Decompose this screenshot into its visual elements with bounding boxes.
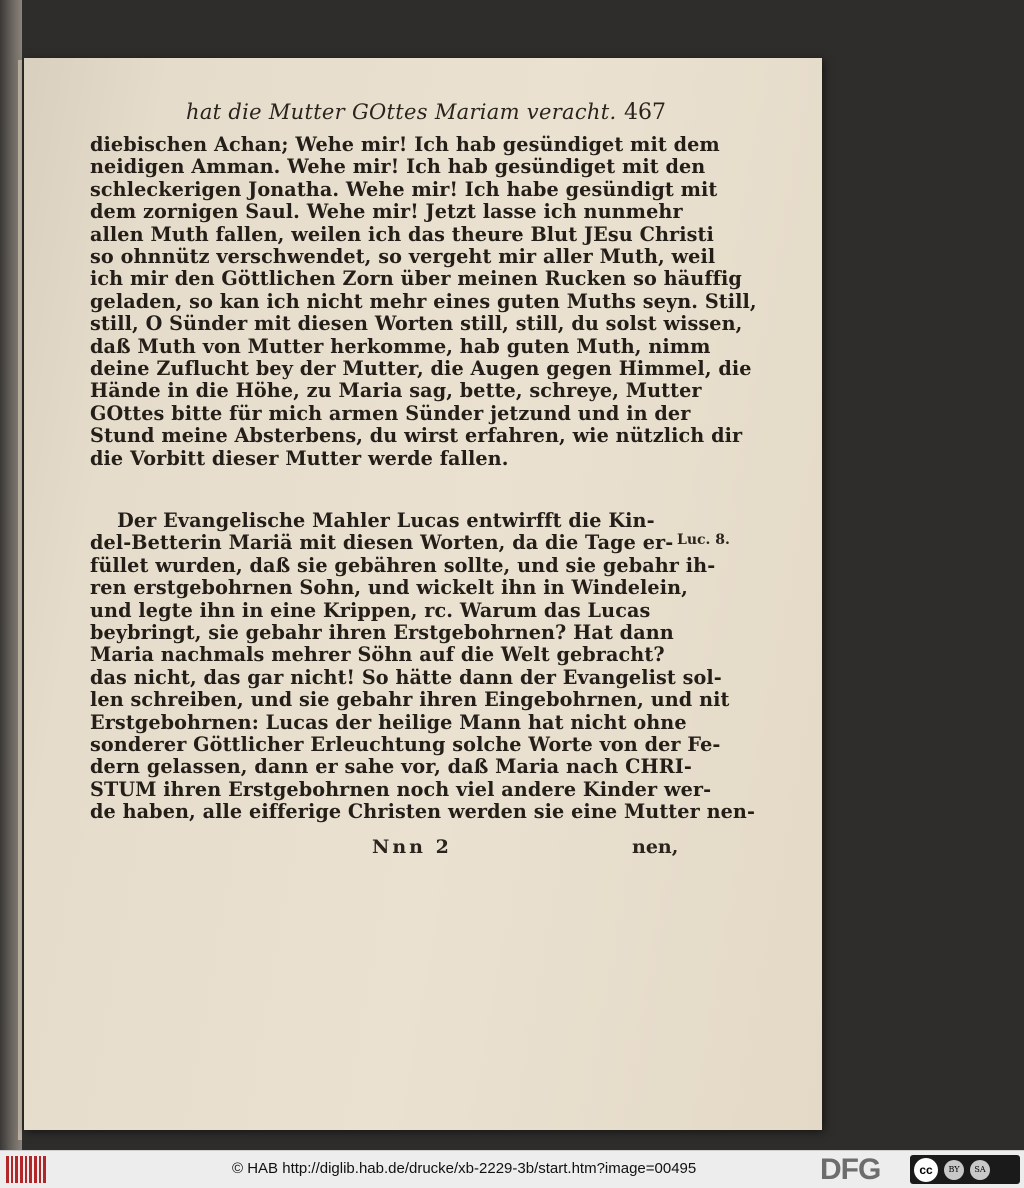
cc-license-badge[interactable] [910, 1155, 1020, 1184]
text-line: ren erstgebohrnen Sohn, und wickelt ihn in Windelein, [90, 576, 688, 600]
text-line: allen Muth fallen, weilen ich das theure Blut JEsu Christi [90, 222, 714, 246]
text-line: dem zornigen Saul. Wehe mir! Jetzt lasse ich nunmehr [90, 200, 683, 224]
paragraph-1 [90, 133, 757, 470]
text-line: geladen, so kan ich nicht mehr eines guten Muths seyn. Still, [90, 289, 757, 313]
text-line: Stund meine Absterbens, du wirst erfahren, wie nützlich dir [90, 424, 743, 448]
text-line: STUM ihren Erstgebohrnen noch viel andere Kinder wer- [90, 777, 712, 801]
signature-mark: Nnn 2 [372, 836, 452, 858]
text-line: Hände in die Höhe, zu Maria sag, bette, schreye, Mutter [90, 379, 702, 403]
margin-note: Luc. 8. [677, 532, 730, 548]
text-line: die Vorbitt dieser Mutter werde fallen. [90, 446, 509, 470]
text-line: das nicht, das gar nicht! So hätte dann der Evangelist sol- [90, 665, 722, 689]
text-line: de haben, alle eifferige Christen werden sie eine Mutter nen- [90, 800, 756, 824]
text-line: so ohnnütz verschwendet, so vergeht mir aller Muth, weil [90, 245, 716, 269]
copyright-link[interactable]: © HAB http://diglib.hab.de/drucke/xb-2229-3b/start.htm?image=00495 [232, 1160, 697, 1177]
text-line: sonderer Göttlicher Erleuchtung solche Worte von der Fe- [90, 733, 721, 757]
text-line: neidigen Amman. Wehe mir! Ich hab gesündiget mit den [90, 155, 706, 179]
text-line: del-Betterin Mariä mit diesen Worten, da die Tage er- [90, 531, 674, 555]
text-line: still, O Sünder mit diesen Worten still, still, du solst wissen, [90, 312, 743, 336]
hab-logo-icon [6, 1156, 46, 1183]
text-line: beybringt, sie gebahr ihren Erstgebohrnen? Hat dann [90, 621, 674, 645]
page-number: 467 [624, 100, 666, 125]
catchword: nen, [632, 836, 679, 858]
text-line: deine Zuflucht bey der Mutter, die Augen gegen Himmel, die [90, 357, 752, 381]
viewer-footer-bar [0, 1150, 1024, 1188]
text-line: füllet wurden, daß sie gebähren sollte, und sie gebahr ih- [90, 553, 716, 577]
text-line: Erstgebohrnen: Lucas der heilige Mann hat nicht ohne [90, 710, 687, 734]
text-line: Maria nachmals mehrer Söhn auf die Welt gebracht? [90, 643, 665, 667]
text-line: schleckerigen Jonatha. Wehe mir! Ich habe gesündigt mit [90, 177, 718, 201]
running-head-title: hat die Mutter GOttes Mariam veracht. [186, 100, 617, 124]
cc-icon: cc [914, 1158, 938, 1182]
text-line: Der Evangelische Mahler Lucas entwirfft die Kin- [90, 509, 655, 532]
text-line: dern gelassen, dann er sahe vor, daß Maria nach CHRI- [90, 755, 692, 779]
text-line: diebischen Achan; Wehe mir! Ich hab gesündiget mit dem [90, 133, 720, 156]
text-line: len schreiben, und sie gebahr ihren Eingebohrnen, und nit [90, 688, 730, 712]
text-line: GOttes bitte für mich armen Sünder jetzund und in der [90, 401, 691, 425]
by-icon: BY [944, 1160, 964, 1180]
text-line: daß Muth von Mutter herkomme, hab guten Muth, nimm [90, 334, 711, 358]
running-head [186, 100, 666, 130]
text-line: und legte ihn in eine Krippen, rc. Warum das Lucas [90, 598, 651, 622]
dfg-logo: DFG [820, 1153, 881, 1186]
adjacent-page-edge [0, 0, 22, 1150]
text-line: ich mir den Göttlichen Zorn über meinen Rucken so häuffig [90, 267, 742, 291]
sa-icon: SA [970, 1160, 990, 1180]
